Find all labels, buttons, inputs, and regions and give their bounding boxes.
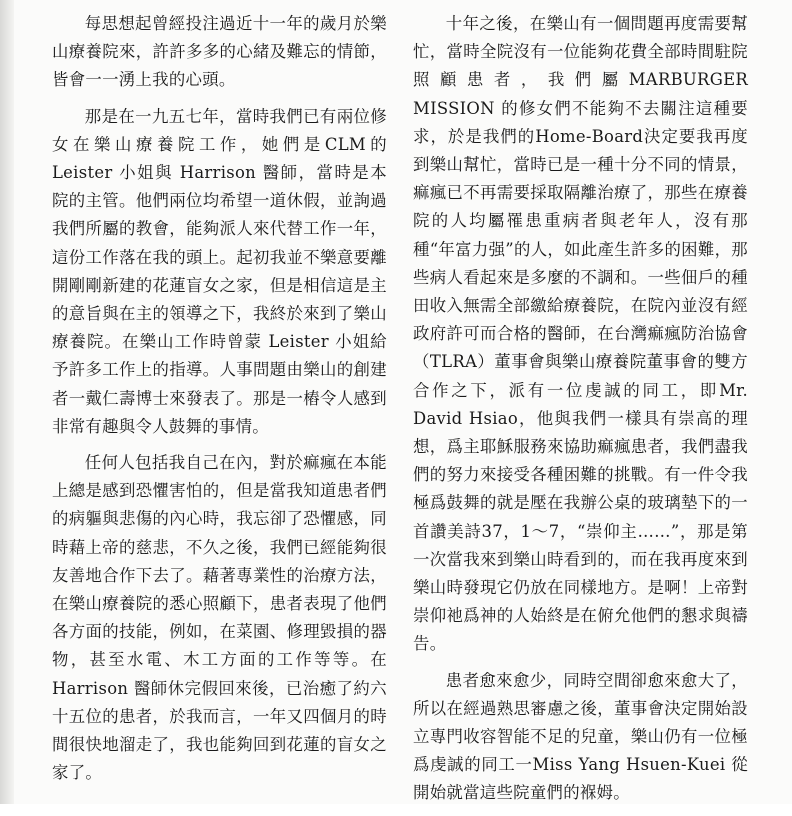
right-column [413,10,754,816]
paragraph: 任何人包括我自己在內，對於痲瘋在本能上總是感到恐懼害怕的，但是當我知道患者們的病軀與悲傷的內心時，我忘卻了恐懼感，同時藉上帝的慈悲，不久之後，我們已經能夠很友善地合作下去了。藉著專業性的治療方法，在樂山療養院的悉心照顧下，患者表現了他們各方面的技能，例如，在菜園、修理毀損的器物，甚至水電、木工方面的工作等等。在 Harrison 醫師休完假回來後，已治癒了約六十五位的患者，於我而言，一年又四個月的時間很快地溜走了，我也能夠回到花蓮的盲女之家了。 [52,453,393,783]
paragraph: 每思想起曾經投注過近十一年的歲月於樂山療養院來，許許多多的心緒及難忘的情節，皆會一一湧上我的心頭。 [52,14,387,90]
paragraph: 那是在一九五七年，當時我們已有兩位修女在樂山療養院工作，她們是CLM的 Leister 小姐與 Harrison 醫師，當時是本院的主管。他們兩位均希望一道休假，並詢過我們所屬的教會，能夠派人來代替工作一年，這份工作落在我的頭上。起初我並不樂意要離開剛剛新建的花蓮盲女之家，但是相信這是主的意旨與在主的領導之下，我終於來到了樂山療養院。在樂山工作時曾蒙 Leister 小姐給予許多工作上的指導。人事問題由樂山的創建者一戴仁壽博士來發表了。那是一樁令人感到非常有趣與令人鼓舞的事情。 [52,106,393,436]
paragraph: 患者愈來愈少，同時空間卻愈來愈大了，所以在經過熟思審慮之後，董事會決定開始設立專門收容智能不足的兒童，樂山仍有一位極爲虔誠的同工一Miss Yang Hsuen-Kuei 從開始就當這些院童們的褓姆。 [413,670,748,803]
paragraph: 十年之後，在樂山有一個問題再度需要幫忙，當時全院沒有一位能夠花費全部時間駐院照顧患者，我們屬MARBURGER MISSION 的修女們不能夠不去關注這種要求，於是我們的Home-Board決定要我再度到樂山幫忙，當時已是一種十分不同的情景，痲瘋已不再需要採取隔離治療了，那些在療養院的人均屬罹患重病者與老年人，沒有那種“年富力强”的人，如此產生許多的困難，那些病人看起來是多麼的不調和。一些佃戶的種田收入無需全部繳給療養院，在院內並沒有經政府許可而合格的醫師，在台灣痲瘋防治協會（TLRA）董事會與樂山療養院董事會的雙方合作之下，派有一位虔誠的同工，即Mr. David Hsiao，他與我們一樣具有崇高的理想，爲主耶穌服務來協助痲瘋患者，我們盡我們的努力來接受各種困難的挑戰。有一件令我極爲鼓舞的就是壓在我辦公桌的玻璃墊下的一首讚美詩37，1～7，“崇仰主……”，那是第一次當我來到樂山時看到的，而在我再度來到樂山時發現它仍放在同樣地方。是啊！上帝對崇仰祂爲神的人始終是在俯允他們的懇求與禱告。 [413,14,754,654]
left-column [52,10,393,795]
page-edge-shadow [0,0,14,804]
